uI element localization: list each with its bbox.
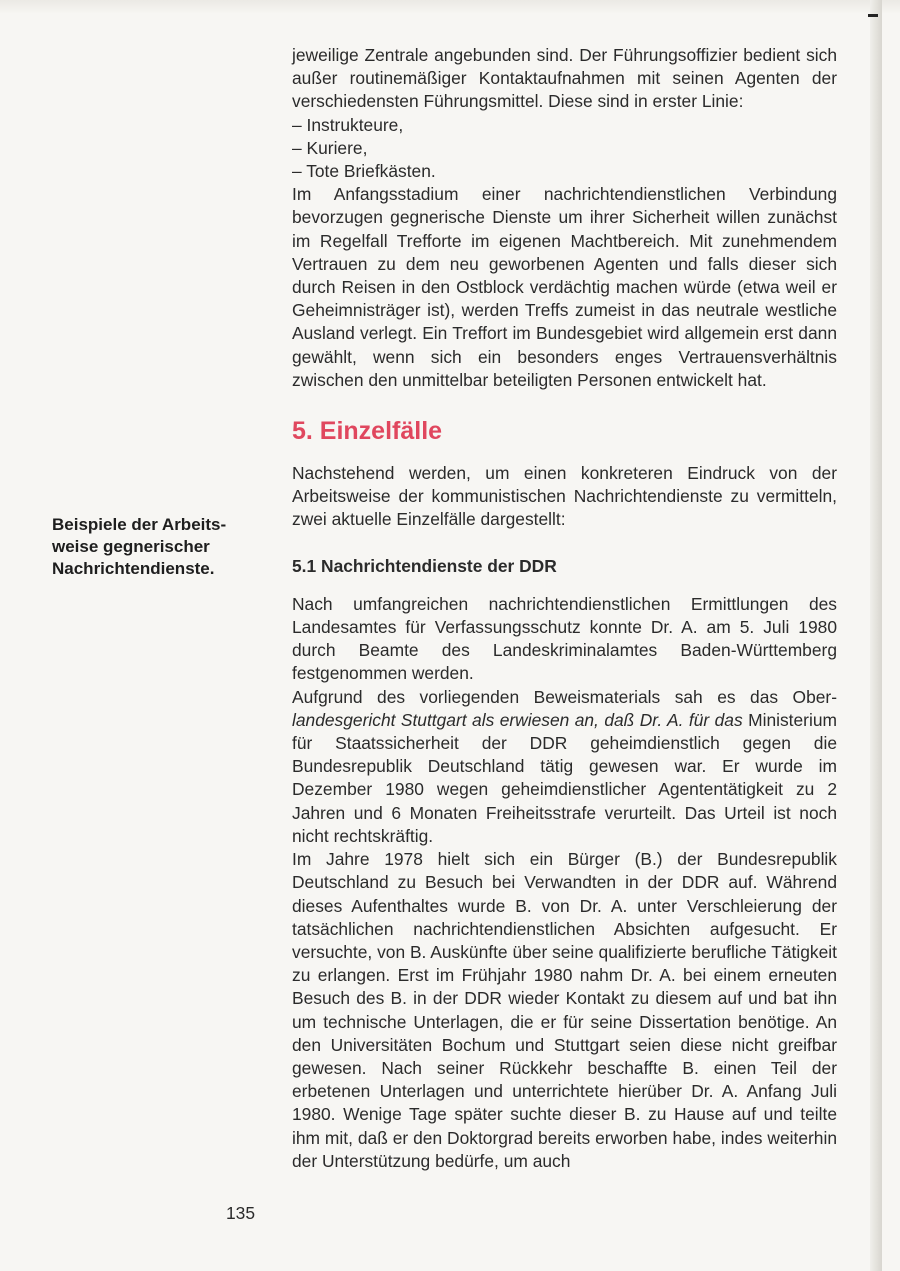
- verdict-text-start: Aufgrund des vorliegenden Beweismaterials sah es das Ober-: [292, 686, 837, 707]
- page-edge: [870, 0, 882, 1271]
- paragraph-führungsmittel: jeweilige Zentrale angebunden sind. Der Führungsoffizier bedient sich außer routinemäßiger Kontaktaufnahmen mit seinen Agenten der verschiedensten Führungsmittel. Diese sind in erster Linie:: [292, 45, 837, 112]
- paragraph-intro: Nachstehend werden, um einen konkreteren Eindruck von der Arbeitsweise der kommunistischen Nachrichtendienste zu vermitteln, zwei aktuelle Einzelfälle dargestellt:: [292, 463, 837, 530]
- main-text-column: [292, 44, 837, 1173]
- paragraph-trefforte: Im Anfangsstadium einer nachrichtendienstlichen Verbindung bevorzugen gegnerische Dienste um ihrer Sicherheit willen zunächst im Regelfall Trefforte im eigenen Machtbereich. Mit zunehmendem Vertrauen zu dem neu geworbenen Agenten und falls dieser sich durch Reisen in den Ostblock verdächtig machen würde (etwa weil er Geheimnisträger ist), werden Treffs zumeist in das neutrale westliche Ausland verlegt. Ein Treffort im Bundesgebiet wird allgemein erst dann gewählt, wenn sich ein besonders enges Vertrauensverhältnis zwischen den unmittelbar beteiligten Personen entwickelt hat.: [292, 184, 837, 390]
- subsection-heading: 5.1 Nachrichtendienste der DDR: [292, 555, 557, 576]
- sidebar-note: Beispiele der Arbeits-weise gegnerischer Nachrichtendienste.: [52, 515, 227, 578]
- verdict-text-end: Ministerium für Staatssicherheit der DDR geheimdienstlich gegen die Bundesrepublik Deutschland tätig gewesen war. Er wurde im Dezember 1980 wegen geheimdienstlicher Agententätigkeit zu 2 Jahren und 6 Monaten Freiheitsstrafe verurteilt. Das Urteil ist noch nicht rechtskräftig.: [292, 709, 837, 846]
- list-item: – Kuriere,: [292, 137, 368, 158]
- top-shading: [0, 0, 900, 14]
- paragraph-case-arrest: Nach umfangreichen nachrichtendienstlichen Ermittlungen des Landesamtes für Verfassungsschutz konnte Dr. A. am 5. Juli 1980 durch Beamte des Landeskriminalamtes Baden-Württemberg festgenommen werden.: [292, 593, 837, 684]
- edge-mark: [868, 14, 878, 17]
- verdict-text-italic: landesgericht Stuttgart als erwiesen an, daß Dr. A. für das: [292, 709, 743, 730]
- list-item: – Tote Briefkästen.: [292, 161, 436, 182]
- page-number: 135: [226, 1203, 256, 1223]
- paragraph-case-details: Im Jahre 1978 hielt sich ein Bürger (B.) der Bundesrepublik Deutschland zu Besuch bei Verwandten in der DDR auf. Während dieses Aufenthaltes wurde B. von Dr. A. unter Verschleierung der tatsächlichen nachrichtendienstlichen Absichten aufgesucht. Er versuchte, von B. Auskünfte über seine qualifizierte berufliche Tätigkeit zu erlangen. Erst im Frühjahr 1980 nahm Dr. A. bei einem erneuten Besuch des B. in der DDR wieder Kontakt zu diesem auf und bat ihn um technische Unterlagen, die er für seine Dissertation benötige. An den Universitäten Bochum und Stuttgart seien diese nicht greifbar gewesen. Nach seiner Rückkehr beschaffte B. einen Teil der erbetenen Unterlagen und unterrichtete hierüber Dr. A. Anfang Juli 1980. Wenige Tage später suchte dieser B. zu Hause auf und teilte ihm mit, daß er den Doktorgrad bereits erworben habe, indes weiterhin der Unterstützung bedürfe, um auch: [292, 849, 837, 1171]
- list-item: – Instrukteure,: [292, 114, 404, 135]
- section-heading: 5. Einzelfälle: [292, 417, 443, 446]
- paragraph-case-verdict: [292, 686, 837, 848]
- führungsmittel-list: [292, 114, 837, 184]
